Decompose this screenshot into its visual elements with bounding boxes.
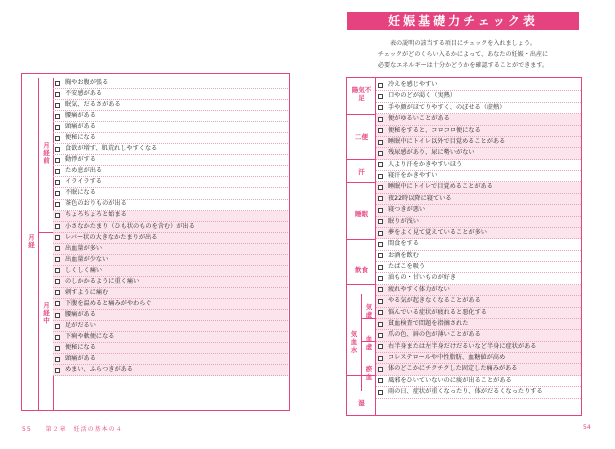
checklist-item[interactable]: [376, 376, 581, 387]
category-divider: [347, 159, 376, 160]
checklist-item-label: 足がだるい: [65, 321, 96, 329]
checkbox-icon[interactable]: [378, 265, 383, 270]
checklist-item[interactable]: [376, 285, 581, 296]
checklist-item[interactable]: [376, 171, 581, 182]
checkbox-icon[interactable]: [378, 242, 383, 247]
checklist-item[interactable]: [53, 266, 288, 277]
checklist-item[interactable]: [376, 80, 581, 91]
left-group-divider: [38, 232, 54, 233]
category-label: 汗: [358, 168, 365, 176]
checklist-item[interactable]: [376, 239, 581, 250]
checkbox-icon[interactable]: [55, 92, 60, 97]
checkbox-icon[interactable]: [55, 103, 60, 108]
checklist-item-label: 下腹を温めると痛みがやわらぐ: [65, 299, 152, 307]
checkbox-icon[interactable]: [378, 208, 383, 213]
page-title: 妊娠基礎力チェック表: [347, 12, 579, 30]
checkbox-icon[interactable]: [378, 231, 383, 236]
checkbox-icon[interactable]: [378, 378, 383, 383]
checklist-item-label: 夜22時以降に寝ている: [388, 194, 452, 202]
checkbox-icon[interactable]: [55, 169, 60, 174]
checkbox-icon[interactable]: [55, 357, 60, 362]
checklist-item-label: 便秘をすると、コロコロ便になる: [388, 126, 481, 134]
category-divider: [347, 182, 376, 183]
right-subcolumn-divider: [361, 294, 362, 391]
category-label: 陽気不足: [351, 86, 372, 102]
checklist-item[interactable]: [376, 296, 581, 307]
checklist-item[interactable]: [376, 91, 581, 102]
checkbox-icon[interactable]: [55, 125, 60, 130]
checklist-item-label: 人より汗をかきやすいほう: [388, 160, 463, 168]
checkbox-icon[interactable]: [55, 202, 60, 207]
checkbox-icon[interactable]: [378, 219, 383, 224]
checklist-item-label: 手や顔がほてりやすく、のぼせる（虚熱）: [388, 103, 506, 111]
checklist-item[interactable]: [53, 222, 288, 233]
checklist-item-label: 疲れやすく体力がない: [388, 285, 450, 293]
checklist-item[interactable]: [53, 188, 288, 199]
checklist-item-label: 悩んでいる症状が疲れると悪化する: [388, 308, 487, 316]
checklist-item[interactable]: [53, 310, 288, 321]
checklist-item-label: 雨の日、症状が重くなったり、体がだるくなったりする: [388, 388, 543, 396]
intro-text: [345, 38, 581, 71]
checklist-item[interactable]: [53, 343, 288, 354]
pre-menstruation-label: 月経前: [42, 142, 50, 165]
checklist-item-label: 寝つきが悪い: [388, 206, 426, 214]
checklist-item[interactable]: [376, 205, 581, 216]
right-checklist: [376, 80, 581, 399]
checklist-item-label: 出血量が多い: [65, 244, 103, 252]
checkbox-icon[interactable]: [378, 356, 383, 361]
checklist-item[interactable]: [53, 177, 288, 188]
checklist-item-label: のしかかるように重く痛い: [65, 277, 140, 285]
checkbox-icon[interactable]: [55, 246, 60, 251]
checkbox-icon[interactable]: [55, 158, 60, 163]
checklist-item[interactable]: [376, 217, 581, 228]
checklist-item[interactable]: [376, 342, 581, 353]
checklist-item[interactable]: [376, 126, 581, 137]
checklist-item-label: 頭痛がある: [65, 355, 96, 363]
checklist-item[interactable]: [376, 148, 581, 159]
subcategory-label: 瘀血: [365, 365, 373, 381]
category-label: 睡眠: [355, 210, 368, 218]
checklist-item-label: 腰痛がある: [65, 310, 96, 318]
checklist-item-label: 寝汗をかきやすい: [388, 172, 438, 180]
checklist-item-label: 下痢や軟便になる: [65, 333, 115, 340]
checkbox-icon[interactable]: [378, 196, 383, 201]
checklist-item[interactable]: [376, 387, 581, 398]
checklist-item[interactable]: [53, 133, 288, 144]
checklist-item[interactable]: [376, 330, 581, 341]
checkbox-icon[interactable]: [55, 213, 60, 218]
checklist-item-label: お酒を飲む: [388, 251, 419, 259]
checkbox-icon[interactable]: [378, 310, 383, 315]
checkbox-icon[interactable]: [378, 333, 383, 338]
checklist-item-label: 残尿感があり、尿に勢いがない: [388, 149, 475, 157]
checklist-item-label: 眠気、だるさがある: [65, 101, 121, 109]
category-divider: [347, 114, 376, 115]
checklist-item[interactable]: [53, 255, 288, 266]
checklist-item[interactable]: [53, 332, 288, 343]
checkbox-icon[interactable]: [378, 162, 383, 167]
checklist-item[interactable]: [53, 211, 288, 222]
category-label: 気血水: [350, 330, 358, 354]
checklist-item-label: コレステロールや中性脂肪、血糖値が高め: [388, 354, 506, 362]
checklist-item-label: 睡眠中にトイレで目覚めることがある: [388, 183, 493, 191]
checklist-item[interactable]: [53, 288, 288, 299]
checklist-item[interactable]: [53, 144, 288, 155]
checkbox-icon[interactable]: [55, 301, 60, 306]
checklist-item-label: 油もの・甘いものが好き: [388, 274, 457, 282]
checkbox-icon[interactable]: [378, 94, 383, 99]
checklist-item[interactable]: [53, 277, 288, 288]
checklist-item-label: 風邪をひいていないのに痰が出ることがある: [388, 376, 512, 384]
checklist-item-label: 間食をする: [388, 240, 419, 248]
checkbox-icon[interactable]: [378, 344, 383, 349]
checkbox-icon[interactable]: [378, 276, 383, 281]
checklist-item[interactable]: [376, 273, 581, 284]
checklist-item-label: 口やのどが渇く（実熱）: [388, 92, 457, 100]
checklist-item-label: 不眠になる: [65, 189, 96, 197]
checklist-item[interactable]: [53, 111, 288, 122]
checkbox-icon[interactable]: [378, 83, 383, 88]
checklist-item[interactable]: [376, 319, 581, 330]
checkbox-icon[interactable]: [378, 117, 383, 122]
checkbox-icon[interactable]: [55, 313, 60, 318]
category-divider: [347, 284, 376, 285]
checkbox-icon[interactable]: [378, 287, 383, 292]
checklist-item-label: 冷えを感じやすい: [388, 81, 438, 89]
checklist-item-label: 爪の色、唇の色が薄いことがある: [388, 331, 481, 339]
checklist-item-label: 食欲が増す、肌荒れしやすくなる: [65, 145, 158, 153]
checklist-item[interactable]: [53, 166, 288, 177]
checklist-item[interactable]: [376, 228, 581, 239]
checklist-item-label: 頭痛がある: [65, 123, 96, 131]
checkbox-icon[interactable]: [378, 322, 383, 327]
checkbox-icon[interactable]: [55, 257, 60, 262]
checkbox-icon[interactable]: [55, 268, 60, 273]
checkbox-icon[interactable]: [55, 81, 60, 86]
checklist-item[interactable]: [53, 365, 288, 376]
checklist-item-label: 小さなかたまり（ひも状のものを含む）が出る: [65, 222, 195, 230]
checklist-item-label: 刺すように痛む: [65, 288, 109, 296]
checklist-item[interactable]: [376, 364, 581, 375]
checklist-item-label: しくしく痛い: [65, 266, 103, 274]
checklist-item[interactable]: [376, 182, 581, 193]
checklist-item-label: 睡眠中にトイレ以外で目覚めることがある: [388, 137, 506, 145]
left-column-divider: [38, 78, 39, 410]
checklist-item[interactable]: [53, 155, 288, 166]
menstruation-label: 月経: [27, 234, 35, 249]
checklist-item[interactable]: [376, 114, 581, 125]
checklist-item-label: 便がゆるいことがある: [388, 115, 450, 123]
checkbox-icon[interactable]: [55, 180, 60, 185]
checklist-item-label: 体のどこかにチクチクした固定した痛みがある: [388, 365, 518, 373]
left-folio: 55 第２章 妊活の基本の４: [22, 426, 123, 433]
checklist-item-label: 便秘になる: [65, 344, 96, 352]
subcategory-label: 気虚: [365, 303, 373, 319]
checkbox-icon[interactable]: [378, 253, 383, 258]
checkbox-icon[interactable]: [378, 140, 383, 145]
checkbox-icon[interactable]: [378, 367, 383, 372]
intro-line: 必要なエネルギーは十分かどうかを確認することができます。: [377, 62, 549, 69]
checklist-item[interactable]: [376, 103, 581, 114]
category-label: 飲食: [355, 266, 368, 274]
checklist-item-label: 動悸がする: [65, 156, 96, 164]
category-label: 湿: [358, 399, 365, 407]
checklist-item[interactable]: [376, 308, 581, 319]
checkbox-icon[interactable]: [378, 128, 383, 133]
left-checklist: [53, 78, 288, 376]
checklist-item-label: レバー状の大きなかたまりが出る: [65, 233, 158, 241]
checklist-item-label: 右半身または左半身だけだるいなど半身に症状がある: [388, 342, 537, 350]
checkbox-icon[interactable]: [378, 105, 383, 110]
category-divider: [347, 239, 376, 240]
checkbox-icon[interactable]: [55, 324, 60, 329]
checkbox-icon[interactable]: [55, 235, 60, 240]
checkbox-icon[interactable]: [378, 185, 383, 190]
checkbox-icon[interactable]: [55, 290, 60, 295]
checklist-item[interactable]: [53, 89, 288, 100]
checkbox-icon[interactable]: [55, 136, 60, 141]
intro-line: 表の説明の該当する項目にチェックを入れましょう。: [389, 40, 537, 47]
subcategory-label: 血虚: [365, 335, 373, 351]
checklist-item[interactable]: [53, 233, 288, 244]
checkbox-icon[interactable]: [55, 191, 60, 196]
right-folio: 54: [583, 424, 591, 431]
checkbox-icon[interactable]: [55, 279, 60, 284]
checkbox-icon[interactable]: [378, 390, 383, 395]
checklist-item-label: 便秘になる: [65, 134, 96, 142]
checklist-item-label: 貧血検査で問題を指摘された: [388, 319, 469, 327]
checkbox-icon[interactable]: [55, 368, 60, 373]
checklist-item[interactable]: [53, 321, 288, 332]
checklist-item-label: めまい、ふらつきがある: [65, 366, 133, 374]
checklist-item-label: 茶色のおりものが出る: [65, 200, 127, 208]
checklist-item[interactable]: [376, 353, 581, 364]
checklist-item-label: 腰痛がある: [65, 112, 96, 120]
during-menstruation-label: 月経中: [42, 302, 50, 325]
checklist-item[interactable]: [53, 354, 288, 365]
checklist-item-label: 不安感がある: [65, 89, 103, 97]
checklist-item-label: 出血量が少ない: [65, 255, 109, 263]
checklist-item-label: 胸やお腹が張る: [65, 78, 109, 86]
checklist-item[interactable]: [376, 194, 581, 205]
checklist-item-label: 眠りが浅い: [388, 217, 419, 225]
checklist-item-label: イライラする: [65, 178, 102, 186]
checkbox-icon[interactable]: [378, 174, 383, 179]
checklist-item-label: やる気が起きなくなることがある: [388, 297, 481, 305]
checklist-item[interactable]: [53, 122, 288, 133]
category-label: 二便: [355, 133, 368, 141]
checklist-item[interactable]: [53, 100, 288, 111]
checklist-item[interactable]: [53, 78, 288, 89]
checkbox-icon[interactable]: [378, 299, 383, 304]
checklist-item-label: ちょろちょろと始まる: [65, 211, 127, 219]
checkbox-icon[interactable]: [55, 147, 60, 152]
checklist-item[interactable]: [53, 200, 288, 211]
checkbox-icon[interactable]: [55, 114, 60, 119]
checklist-item[interactable]: [376, 160, 581, 171]
checklist-item[interactable]: [376, 251, 581, 262]
checklist-item-label: ため息が出る: [65, 167, 103, 175]
checklist-item-label: 夢をよく見て覚えていることが多い: [388, 228, 487, 236]
checklist-item[interactable]: [53, 244, 288, 255]
checklist-item[interactable]: [376, 262, 581, 273]
checkbox-icon[interactable]: [55, 224, 60, 229]
checkbox-icon[interactable]: [55, 346, 60, 351]
checklist-item[interactable]: [376, 137, 581, 148]
checklist-item-label: たばこを吸う: [388, 263, 426, 271]
checkbox-icon[interactable]: [378, 151, 383, 156]
intro-line: チェックがどのくらい入るかによって、あなたの妊娠・出産に: [377, 51, 549, 58]
checklist-item[interactable]: [53, 299, 288, 310]
checkbox-icon[interactable]: [55, 335, 60, 340]
